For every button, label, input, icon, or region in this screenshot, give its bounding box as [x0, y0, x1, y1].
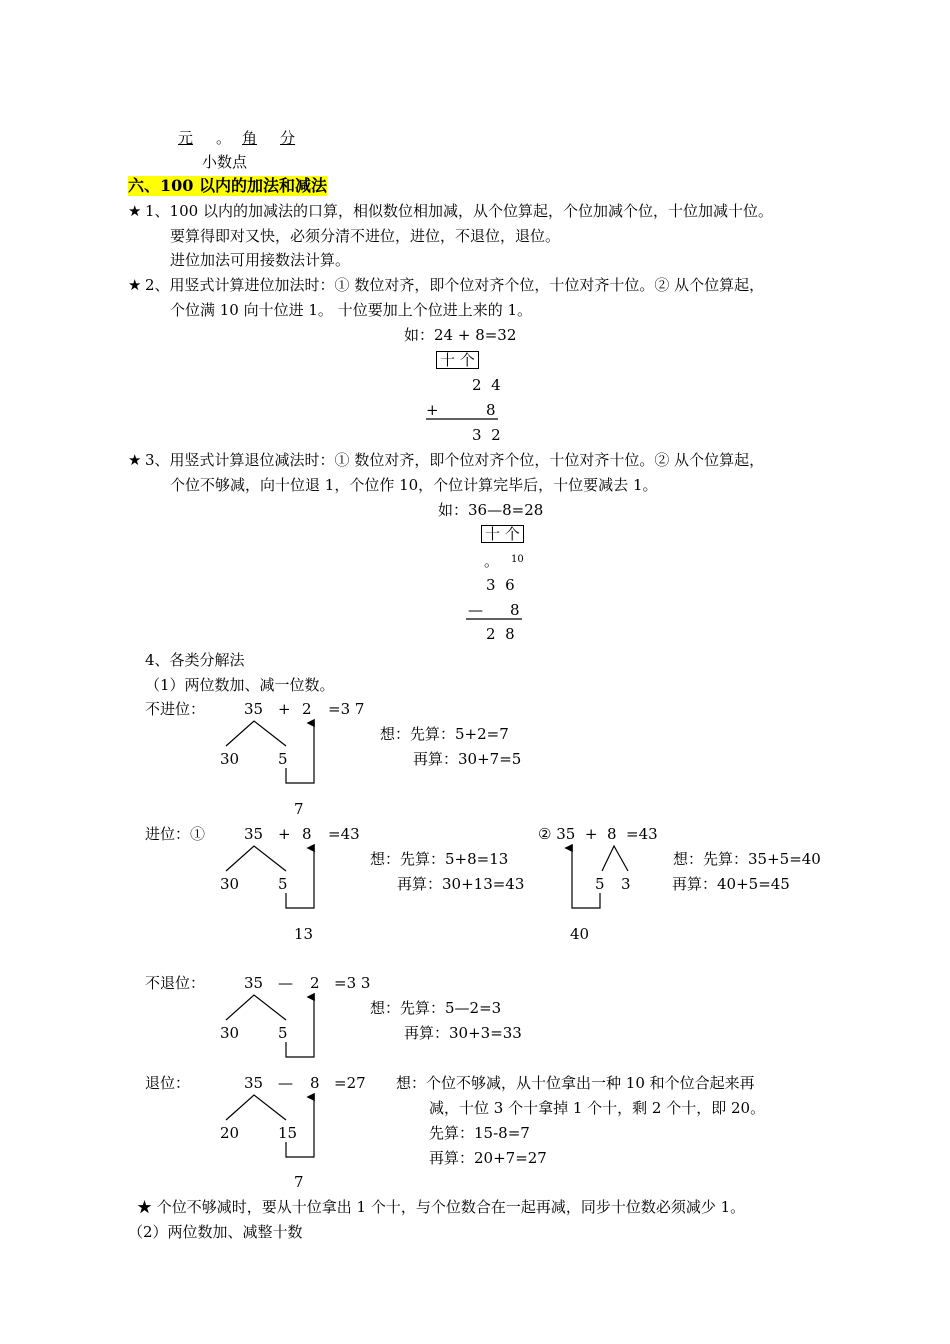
ex2-op: — [468, 601, 483, 619]
d1-r: 5 [278, 750, 288, 768]
p3-line1: 3、用竖式计算退位减法时：① 数位对齐，即个位对齐个位，十位对齐十位。② 从个位算起， [145, 451, 765, 469]
d1-b: 2 [302, 700, 312, 718]
d1-eq: =3 7 [328, 700, 365, 718]
bottom-note: ★ 个位不够减时，要从十位拿出 1 个十，与个位数合在一起再减，同步十位数必须减少 1。 [137, 1198, 746, 1216]
d5-r: 15 [278, 1124, 298, 1142]
d5-think1: 想：个位不够减，从十位拿出一种 10 和个位合起来再 [396, 1074, 755, 1092]
d5-b: 8 [310, 1074, 320, 1092]
d3-l: 5 [595, 875, 605, 893]
ex2-row1: 3 6 [486, 576, 515, 594]
d5-eq: =27 [334, 1074, 366, 1092]
ex2-label: 如：36—8=28 [438, 501, 544, 519]
d1-a: 35 [244, 700, 264, 718]
d4-arrow [286, 997, 314, 1057]
d1-l: 30 [220, 750, 240, 768]
d5-a: 35 [244, 1074, 264, 1092]
d2-eq: =43 [328, 825, 360, 843]
d1-think1: 想：先算：5+2=7 [380, 725, 509, 743]
ex2-row2: 8 [510, 601, 520, 619]
d5-think2: 减，十位 3 个十拿掉 1 个十，剩 2 个十，即 20。 [429, 1099, 766, 1117]
d4-b: 2 [310, 974, 320, 992]
point-label: 小数点 [202, 153, 248, 171]
d2-split [226, 846, 286, 871]
d3-sum: 40 [570, 925, 590, 943]
d2-b: 8 [302, 825, 312, 843]
d2-sum: 13 [294, 925, 314, 943]
unit-fen: 分 [280, 129, 296, 147]
d4-a: 35 [244, 974, 264, 992]
p1-line3: 进位加法可用接数法计算。 [170, 251, 351, 269]
star-3: ★ [128, 451, 142, 469]
d2-r: 5 [278, 875, 288, 893]
d2-think1: 想：先算：5+8=13 [370, 850, 509, 868]
d1-arrow [286, 723, 314, 783]
d2-arrow [286, 848, 314, 908]
ex2-dot: 。 [484, 552, 500, 570]
d4-op: — [278, 974, 293, 992]
d4-l: 30 [220, 1024, 240, 1042]
unit-jiao: 角 [242, 129, 258, 147]
sub2-title: （2）两位数加、减整十数 [128, 1223, 303, 1241]
star-1: ★ [128, 202, 142, 220]
d3-split [602, 846, 628, 871]
section-title: 六、100 以内的加法和减法 [128, 176, 327, 195]
p2-line1: 2、用竖式计算进位加法时：① 数位对齐，即个位对齐个位，十位对齐十位。② 从个位算起， [145, 276, 765, 294]
d3-think1: 想：先算：35+5=40 [673, 850, 821, 868]
unit-yuan: 元 [178, 129, 194, 147]
d5-arrow [286, 1097, 314, 1157]
ex2-header: 十 个 [481, 525, 524, 543]
d1-think2: 再算：30+7=5 [413, 750, 522, 768]
p1-line2: 要算得即对又快，必须分清不进位，进位，不退位，退位。 [170, 227, 561, 245]
d1-op: + [278, 700, 291, 718]
d5-op: — [278, 1074, 293, 1092]
p1-line1: 1、100 以内的加减法的口算，相似数位相加减，从个位算起，个位加减个位，十位加减十位。 [145, 202, 773, 220]
p2-line2: 个位满 10 向十位进 1。 十位要加上个位进上来的 1。 [170, 301, 533, 319]
s4-sub1: （1）两位数加、减一位数。 [145, 676, 335, 694]
d5-l: 20 [220, 1124, 240, 1142]
d5-sum: 7 [294, 1173, 304, 1191]
ex1-result: 3 2 [472, 426, 501, 444]
d1-label: 不进位： [145, 700, 206, 718]
d4-think2: 再算：30+3=33 [404, 1024, 522, 1042]
d2-op: + [278, 825, 291, 843]
d3-r: 3 [621, 875, 631, 893]
d4-split [226, 995, 286, 1020]
d5-think3: 先算：15-8=7 [429, 1124, 530, 1142]
d4-think1: 想：先算：5—2=3 [370, 999, 502, 1017]
p3-line2: 个位不够减，向十位退 1，个位作 10，个位计算完毕后，十位要减去 1。 [170, 476, 658, 494]
d5-label: 退位： [145, 1074, 191, 1092]
d2-label: 进位：① [145, 825, 206, 843]
d2-think2: 再算：30+13=43 [397, 875, 525, 893]
ex1-row1: 2 4 [472, 376, 501, 394]
d1-sum: 7 [294, 800, 304, 818]
ex1-label: 如：24 + 8=32 [404, 326, 517, 344]
d5-think4: 再算：20+7=27 [429, 1149, 547, 1167]
d3-arrow [572, 848, 600, 908]
d3-think2: 再算：40+5=45 [672, 875, 790, 893]
ex1-row2: 8 [486, 401, 496, 419]
d4-label: 不退位： [145, 974, 206, 992]
ex2-ten: 10 [511, 554, 524, 565]
d5-split [226, 1095, 286, 1120]
ex1-header: 十 个 [436, 351, 479, 369]
unit-dot: 。 [216, 129, 232, 147]
d2-l: 30 [220, 875, 240, 893]
d1-split [226, 721, 286, 746]
s4-title: 4、各类分解法 [145, 651, 245, 669]
d3-label: ② 35 + 8 =43 [538, 825, 658, 843]
d2-a: 35 [244, 825, 264, 843]
star-2: ★ [128, 276, 142, 294]
d4-eq: =3 3 [334, 974, 371, 992]
d4-r: 5 [278, 1024, 288, 1042]
ex2-result: 2 8 [486, 625, 515, 643]
ex1-op: + [426, 401, 439, 419]
